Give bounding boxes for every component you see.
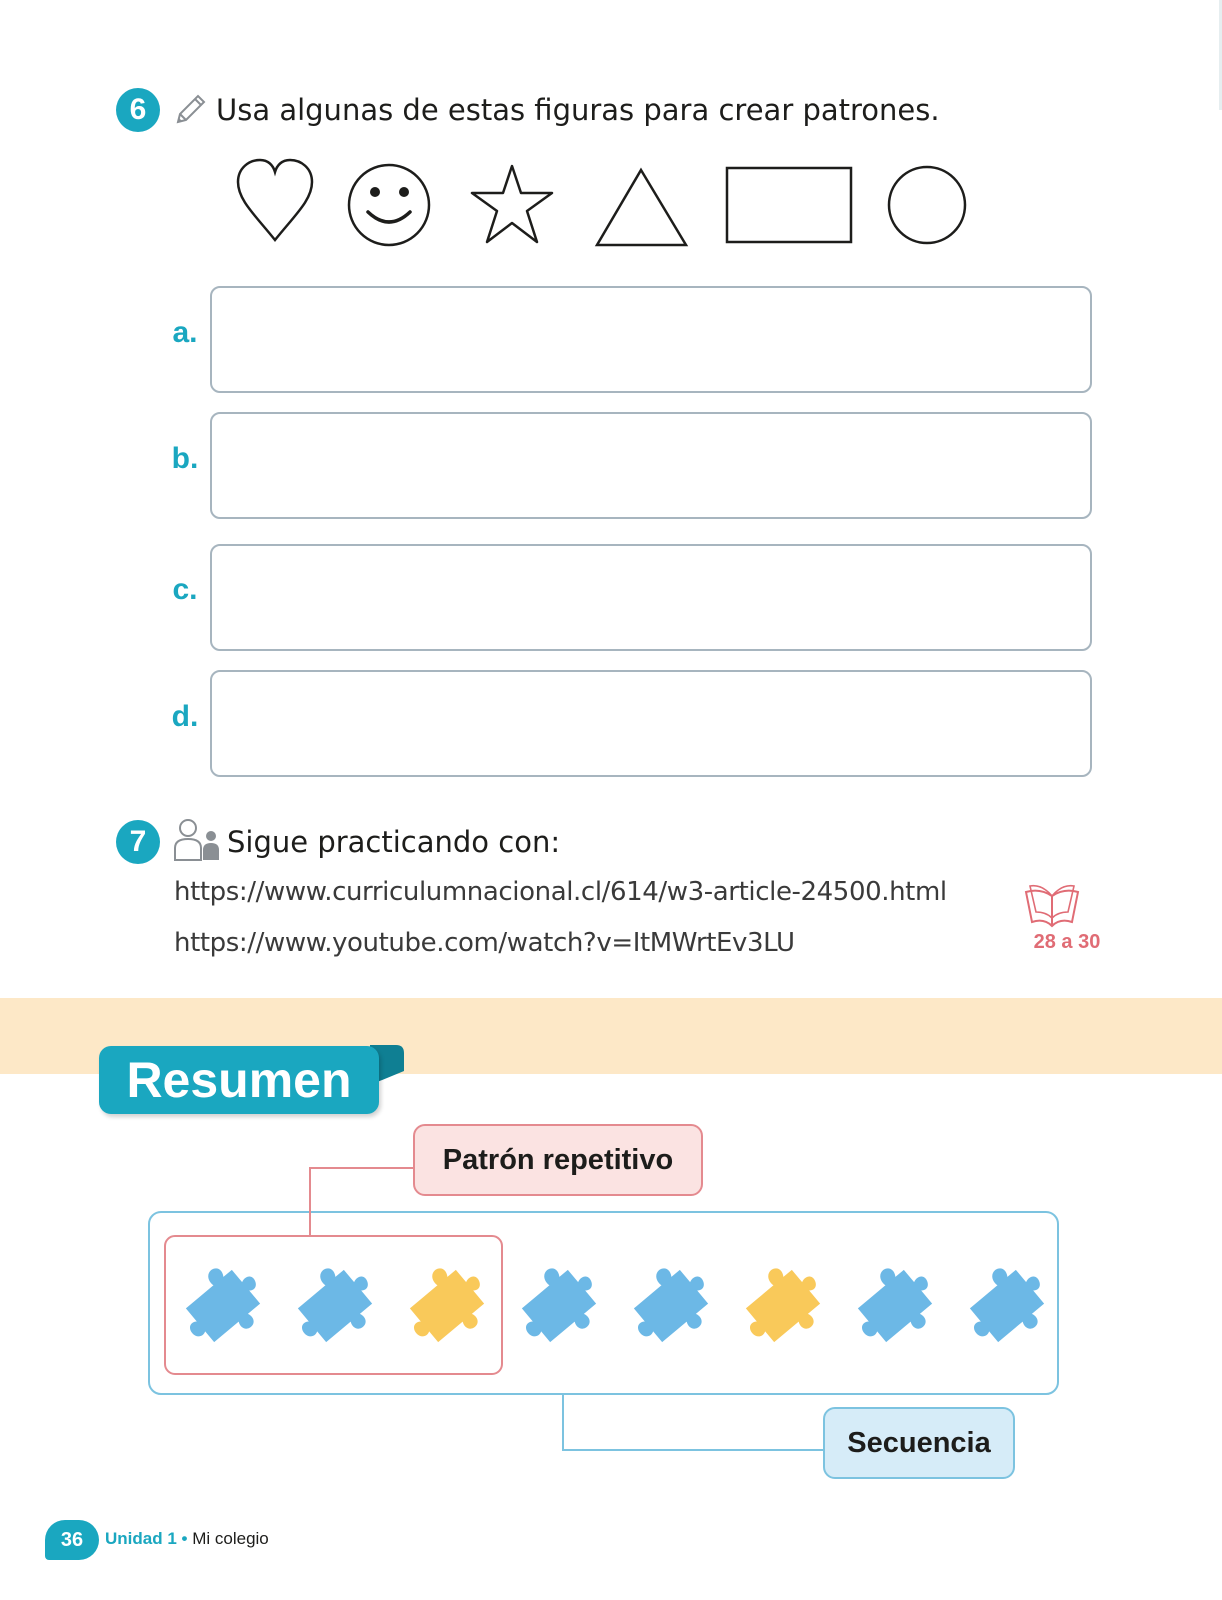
answer-label-c: c. (172, 573, 198, 606)
question-7-instruction: Sigue practicando con: (227, 825, 561, 859)
question-6-instruction: Usa algunas de estas figuras para crear patrones. (216, 93, 940, 127)
footer-unit: Unidad 1 (105, 1529, 177, 1548)
blue-puzzle-piece (505, 1253, 612, 1359)
answer-label-a: a. (172, 316, 198, 349)
answer-box-c[interactable] (210, 544, 1092, 651)
triangle-icon (597, 170, 686, 245)
pair-work-icon (172, 818, 222, 862)
repeating-pattern-label: Patrón repetitivo (413, 1124, 703, 1196)
book-pages-reference: 28 a 30 (1033, 931, 1101, 953)
answer-box-a[interactable] (210, 286, 1092, 393)
blue-puzzle-piece (169, 1253, 276, 1359)
blue-puzzle-piece (281, 1253, 388, 1359)
answer-label-d: d. (171, 700, 199, 733)
smiley-face-icon (349, 165, 429, 245)
circle-icon (889, 167, 965, 243)
question-6-number: 6 (116, 88, 160, 132)
answer-label-b: b. (171, 442, 199, 475)
blue-puzzle-piece (841, 1253, 948, 1359)
blue-puzzle-piece (617, 1253, 724, 1359)
sequence-label: Secuencia (823, 1407, 1015, 1479)
star-icon (472, 166, 552, 242)
rectangle-icon (727, 168, 851, 242)
link-curriculum-nacional[interactable]: https://www.curriculumnacional.cl/614/w3-article-24500.html (174, 877, 947, 907)
shape-options (0, 0, 1222, 280)
footer-unit-info (105, 1529, 269, 1549)
blue-puzzle-piece (953, 1253, 1060, 1359)
question-7-number: 7 (116, 820, 160, 864)
answer-box-b[interactable] (210, 412, 1092, 519)
footer-unit-title: Mi colegio (192, 1529, 269, 1548)
open-book-icon (1022, 882, 1082, 930)
yellow-puzzle-piece (729, 1253, 836, 1359)
footer-separator: • (181, 1529, 188, 1548)
heart-icon (238, 160, 312, 240)
link-youtube[interactable]: https://www.youtube.com/watch?v=ItMWrtEv3LU (174, 928, 795, 958)
answer-box-d[interactable] (210, 670, 1092, 777)
page-number: 36 (45, 1520, 99, 1560)
summary-title: Resumen (99, 1046, 379, 1114)
yellow-puzzle-piece (393, 1253, 500, 1359)
